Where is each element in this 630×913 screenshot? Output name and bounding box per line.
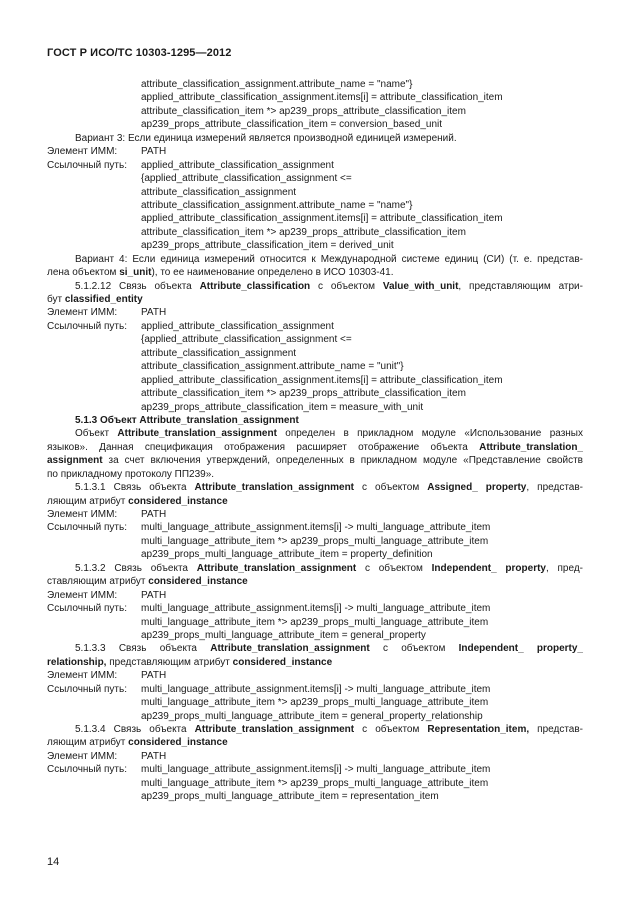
paragraph-line: [75, 562, 583, 575]
paragraph-line: [75, 414, 299, 427]
reference-path-line: multi_language_attribute_item *> ap239_props_multi_language_attribute_item: [141, 777, 489, 789]
text-line: [0, 293, 630, 306]
bold-term: si_unit: [119, 267, 152, 279]
text-run: представляющим атрибут: [106, 656, 233, 668]
reference-path-line: attribute_classification_item *> ap239_props_attribute_classification_item: [141, 388, 466, 400]
text-line: [0, 468, 630, 481]
text-line: [0, 454, 630, 467]
bold-term: assignment: [47, 455, 103, 467]
text-run: языков». Данная спецификация отображения расширяет отображение объекта: [47, 441, 480, 453]
field-label: Ссылочный путь:: [47, 683, 127, 695]
text-line: [0, 414, 630, 427]
field-label: Элемент ИММ:: [47, 589, 118, 601]
text-run: , представляющим атри-: [458, 280, 583, 292]
text-line: [0, 642, 630, 655]
reference-path-line: attribute_classification_assignment.attribute_name = "unit"}: [141, 361, 404, 373]
paragraph-line: [47, 454, 583, 467]
text-line: [0, 347, 630, 360]
text-line: [0, 401, 630, 414]
text-line: [0, 602, 630, 615]
field-label: Элемент ИММ:: [47, 750, 118, 762]
paragraph-line: [75, 427, 583, 440]
text-line: [0, 669, 630, 682]
text-line: [0, 777, 630, 790]
text-run: ляющим атрибут: [47, 737, 129, 749]
page-number: 14: [47, 856, 60, 868]
reference-path-line: applied_attribute_classification_assignment.items[i] = attribute_classification_item: [141, 213, 503, 225]
field-value: PATH: [141, 509, 167, 520]
text-line: [0, 212, 630, 225]
reference-path-line: ap239_props_attribute_classification_item = derived_unit: [141, 240, 394, 252]
reference-path-line: attribute_classification_item *> ap239_props_attribute_classification_item: [141, 226, 466, 238]
reference-path-line: attribute_classification_item *> ap239_props_attribute_classification_item: [141, 105, 466, 117]
reference-path-line: ap239_props_multi_language_attribute_item = representation_item: [141, 791, 439, 803]
paragraph-line: [47, 293, 143, 306]
text-run: 5.1.2.12 Связь объекта: [75, 280, 200, 292]
field-value: PATH: [141, 146, 167, 158]
field-value: PATH: [141, 750, 167, 762]
text-line: [0, 320, 630, 333]
text-line: [0, 253, 630, 266]
field-label: Элемент ИММ:: [47, 146, 118, 158]
text-run: 5.1.3.3 Связь объекта: [75, 643, 211, 655]
paragraph-line: Вариант 3: Если единица измерений является производной единицей измерений.: [75, 132, 457, 144]
paragraph-line: [47, 656, 332, 669]
text-line: [0, 736, 630, 749]
text-line: [0, 226, 630, 239]
field-value: multi_language_attribute_assignment.items[i] -> multi_language_attribute_item: [141, 764, 491, 776]
field-label: Элемент ИММ:: [47, 509, 118, 520]
reference-path-line: ap239_props_attribute_classification_item = measure_with_unit: [141, 401, 424, 413]
field-label: Ссылочный путь:: [47, 603, 127, 615]
bold-term: Attribute_translation_assignment: [196, 562, 357, 574]
reference-path-line: multi_language_attribute_item *> ap239_props_multi_language_attribute_item: [141, 616, 489, 628]
text-run: 5.1.3.2 Связь объекта: [75, 562, 197, 574]
bold-term: Attribute_translation_assignment: [194, 482, 355, 494]
text-line: [0, 763, 630, 776]
text-line: [0, 159, 630, 172]
text-run: с объектом: [369, 643, 459, 655]
text-line: [0, 186, 630, 199]
reference-path-line: ap239_props_multi_language_attribute_item = general_property_relationship: [141, 710, 483, 722]
text-line: [0, 508, 630, 521]
reference-path-line: attribute_classification_assignment.attribute_name = "name"}: [141, 199, 413, 211]
text-run: ставляющим атрибут: [47, 576, 149, 588]
text-run: , представ-: [526, 482, 583, 494]
text-line: [0, 306, 630, 319]
text-line: [0, 118, 630, 131]
field-value: PATH: [141, 307, 167, 319]
reference-path-line: applied_attribute_classification_assignment.items[i] = attribute_classification_item: [141, 92, 503, 104]
paragraph-line: [75, 280, 583, 293]
text-line: [0, 723, 630, 736]
text-line: [0, 656, 630, 669]
text-line: [0, 91, 630, 104]
text-line: [0, 495, 630, 508]
paragraph-line: [47, 575, 248, 588]
text-line: [0, 589, 630, 602]
text-line: [0, 172, 630, 185]
bold-term: relationship,: [47, 656, 107, 668]
text-line: [0, 481, 630, 494]
text-line: [0, 575, 630, 588]
text-run: представ-: [529, 724, 583, 735]
bold-term: Assigned_ property: [427, 482, 527, 494]
text-run: лена объектом: [47, 267, 120, 279]
field-label: Ссылочный путь:: [47, 159, 127, 171]
text-run: с объектом: [354, 724, 428, 735]
text-run: за счет включения утверждений, определенных в прикладном модуле «Представление свойств: [102, 455, 583, 467]
text-run: Объект: [75, 428, 118, 440]
text-run: , пред-: [545, 562, 583, 574]
reference-path-line: attribute_classification_assignment: [141, 186, 297, 198]
bold-term: Attribute_translation_: [479, 441, 583, 453]
field-value: multi_language_attribute_assignment.items[i] -> multi_language_attribute_item: [141, 522, 491, 534]
text-line: [0, 548, 630, 561]
text-line: [0, 616, 630, 629]
text-line: [0, 145, 630, 158]
text-line: [0, 562, 630, 575]
text-line: [0, 280, 630, 293]
text-line: [0, 374, 630, 387]
reference-path-line: ap239_props_attribute_classification_item = conversion_based_unit: [141, 119, 443, 131]
text-line: [0, 105, 630, 118]
text-line: [0, 78, 630, 91]
text-run: 5.1.3.4 Связь объекта: [75, 724, 195, 735]
text-run: с объектом: [356, 562, 432, 574]
bold-term: Value_with_unit: [382, 280, 459, 292]
bold-term: Independent_ property: [431, 562, 546, 574]
text-line: [0, 266, 630, 279]
bold-term: considered_instance: [232, 656, 333, 668]
text-line: [0, 683, 630, 696]
reference-path-line: attribute_classification_assignment: [141, 347, 297, 359]
reference-path-line: attribute_classification_assignment.attribute_name = "name"}: [141, 79, 413, 90]
text-line: [0, 441, 630, 454]
document-header: ГОСТ Р ИСО/ТС 10303-1295—2012: [47, 47, 232, 59]
text-line: [0, 750, 630, 763]
paragraph-line: [75, 723, 583, 736]
bold-term: Representation_item,: [427, 724, 530, 735]
field-value: multi_language_attribute_assignment.items[i] -> multi_language_attribute_item: [141, 603, 491, 615]
text-line: [0, 360, 630, 373]
text-run: определен в прикладном модуле «Использование разных: [276, 428, 583, 440]
text-line: [0, 333, 630, 346]
text-run: бут: [47, 294, 65, 305]
reference-path-line: applied_attribute_classification_assignment.items[i] = attribute_classification_item: [141, 374, 503, 386]
field-value: applied_attribute_classification_assignment: [141, 159, 334, 171]
text-line: [0, 132, 630, 145]
text-run: ляющим атрибут: [47, 495, 129, 507]
text-line: [0, 387, 630, 400]
paragraph-line: [47, 495, 228, 508]
text-line: [0, 239, 630, 252]
reference-path-line: multi_language_attribute_item *> ap239_props_multi_language_attribute_item: [141, 697, 489, 709]
bold-term: Independent_ property_: [458, 643, 583, 655]
bold-term: considered_instance: [148, 576, 248, 588]
reference-path-line: ap239_props_multi_language_attribute_item = property_definition: [141, 549, 433, 561]
reference-path-line: {applied_attribute_classification_assignment <=: [141, 173, 352, 185]
bold-term: Attribute_classification: [199, 280, 311, 292]
text-line: [0, 710, 630, 723]
text-line: [0, 427, 630, 440]
reference-path-line: {applied_attribute_classification_assignment <=: [141, 334, 352, 346]
text-line: [0, 199, 630, 212]
reference-path-line: ap239_props_multi_language_attribute_item = general_property: [141, 629, 426, 641]
paragraph-line: Вариант 4: Если единица измерений относится к Международной системе единиц (СИ) (т. е. представ-: [75, 253, 583, 265]
bold-term: Attribute_translation_assignment: [210, 643, 370, 655]
field-value: PATH: [141, 589, 167, 601]
paragraph-line: [47, 736, 228, 749]
field-value: PATH: [141, 670, 167, 682]
text-line: [0, 696, 630, 709]
reference-path-line: multi_language_attribute_item *> ap239_props_multi_language_attribute_item: [141, 535, 489, 547]
field-label: Элемент ИММ:: [47, 307, 118, 319]
field-label: Элемент ИММ:: [47, 670, 118, 682]
text-line: [0, 521, 630, 534]
field-value: multi_language_attribute_assignment.items[i] -> multi_language_attribute_item: [141, 683, 491, 695]
bold-term: Attribute_translation_assignment: [194, 724, 355, 735]
field-label: Ссылочный путь:: [47, 522, 127, 534]
bold-term: 5.1.3 Объект Attribute_translation_assignment: [75, 414, 299, 426]
text-line: [0, 629, 630, 642]
page-body: [0, 78, 630, 804]
paragraph-line: по прикладному протоколу ПП239».: [47, 468, 215, 480]
text-run: ), то ее наименование определено в ИСО 10303-41.: [151, 267, 394, 279]
text-run: 5.1.3.1 Связь объекта: [75, 482, 195, 494]
bold-term: considered_instance: [128, 495, 228, 507]
field-label: Ссылочный путь:: [47, 320, 127, 332]
text-run: с объектом: [354, 482, 428, 494]
field-value: applied_attribute_classification_assignment: [141, 320, 334, 332]
field-label: Ссылочный путь:: [47, 764, 127, 776]
bold-term: considered_instance: [128, 737, 228, 749]
paragraph-line: [75, 481, 583, 494]
text-line: [0, 790, 630, 803]
bold-term: classified_entity: [64, 294, 143, 305]
paragraph-line: [75, 642, 583, 655]
bold-term: Attribute_translation_assignment: [117, 428, 277, 440]
paragraph-line: [47, 266, 394, 279]
text-line: [0, 535, 630, 548]
paragraph-line: [47, 441, 583, 454]
text-run: с объектом: [310, 280, 383, 292]
